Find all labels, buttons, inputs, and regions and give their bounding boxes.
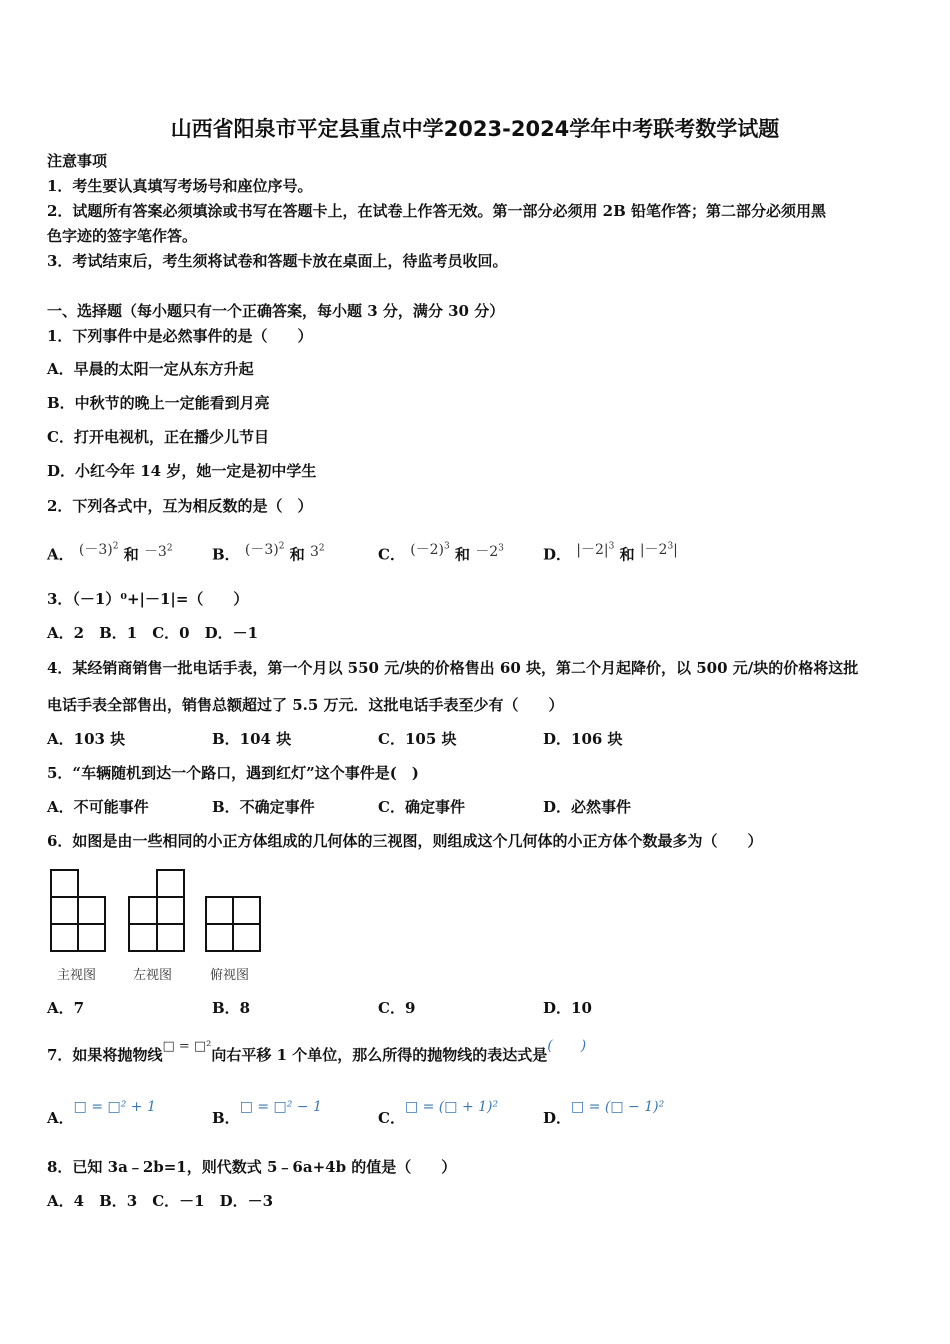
question-1-option: C．打开电视机，正在播少儿节目: [47, 428, 269, 446]
question-4-stem-line2: 电话手表全部售出，销售总额超过了 5.5 万元．这批电话手表至少有（ ）: [47, 696, 564, 714]
section-heading: 一、选择题（每小题只有一个正确答案，每小题 3 分，满分 30 分）: [47, 302, 505, 320]
question-6-stem: 6．如图是由一些相同的小正方体组成的几何体的三视图，则组成这个几何体的小正方体个数最多为（ ）: [47, 832, 763, 850]
question-6-option: D．10: [543, 999, 592, 1017]
question-1-option: B．中秋节的晚上一定能看到月亮: [47, 394, 270, 412]
question-2-option-d: D． $|-2|^3$ 和 $|-2^3|$: [543, 541, 678, 564]
question-7-option-a: A．□ = □² + 1: [47, 1099, 156, 1127]
question-2-stem: 2．下列各式中，互为相反数的是（ ）: [47, 497, 313, 515]
question-3-options: A．2 B．1 C．0 D．－1: [47, 624, 259, 642]
question-4-option: C．105 块: [378, 730, 457, 748]
answer-paren: ( ): [547, 1038, 587, 1054]
question-7-option-c: C．□ = (□ + 1)²: [378, 1099, 499, 1127]
question-6-option: A．7: [47, 999, 85, 1017]
view-label: 俯视图: [210, 968, 250, 983]
notice-item: 2．试题所有答案必须填涂或书写在答题卡上，在试卷上作答无效。第一部分必须用 2B 铅笔作答；第二部分必须用黑: [47, 202, 827, 220]
option-label: A．: [47, 545, 74, 564]
view-label: 左视图: [133, 968, 173, 983]
question-5-option: A．不可能事件: [47, 798, 149, 816]
notice-item: 1．考生要认真填写考场号和座位序号。: [47, 177, 313, 195]
option-label: C．: [378, 545, 405, 564]
question-7-stem: 7．如果将抛物线□ = □²向右平移 1 个单位，那么所得的抛物线的表达式是( ): [47, 1038, 587, 1064]
option-label: B．: [212, 545, 240, 564]
three-views-figure: [44, 866, 266, 986]
notice-heading: 注意事项: [47, 152, 108, 170]
question-2-option-a: A． $(-3)^2$ 和 $-3^2$: [47, 541, 173, 564]
view-label: 主视图: [57, 968, 97, 983]
question-7-option-b: B．□ = □² − 1: [212, 1099, 322, 1127]
question-1-stem: 1．下列事件中是必然事件的是（ ）: [47, 327, 313, 345]
question-8-stem: 8．已知 3a﹣2b=1，则代数式 5﹣6a+4b 的值是（ ）: [47, 1158, 457, 1176]
question-1-option: D．小红今年 14 岁，她一定是初中学生: [47, 462, 317, 480]
question-3-stem: 3．（－1）⁰+|－1|=（ ）: [47, 590, 249, 608]
parabola-formula: □ = □²: [162, 1039, 212, 1054]
option-label: D．: [543, 545, 572, 564]
question-2-option-b: B． $(-3)^2$ 和 $3^2$: [212, 541, 325, 564]
question-5-stem: 5．“车辆随机到达一个路口，遇到红灯”这个事件是( ): [47, 764, 419, 782]
question-7-option-d: D．□ = (□ − 1)²: [543, 1099, 665, 1127]
notice-item: 3．考试结束后，考生须将试卷和答题卡放在桌面上，待监考员收回。: [47, 252, 508, 270]
notice-item: 色字迹的签字笔作答。: [47, 227, 198, 245]
question-5-option: C．确定事件: [378, 798, 465, 816]
question-8-options: A．4 B．3 C．－1 D．－3: [47, 1192, 274, 1210]
question-4-stem-line1: 4．某经销商销售一批电话手表，第一个月以 550 元/块的价格售出 60 块，第二个月起降价，以 500 元/块的价格将这批: [47, 659, 859, 677]
question-4-option: D．106 块: [543, 730, 623, 748]
question-4-option: B．104 块: [212, 730, 292, 748]
question-4-option: A．103 块: [47, 730, 126, 748]
page-title: 山西省阳泉市平定县重点中学2023-2024学年中考联考数学试题: [170, 117, 780, 141]
question-2-option-c: C． $(-2)^3$ 和 $-2^3$: [378, 541, 504, 564]
question-5-option: D．必然事件: [543, 798, 632, 816]
question-1-option: A．早晨的太阳一定从东方升起: [47, 360, 254, 378]
question-6-option: B．8: [212, 999, 251, 1017]
question-6-option: C．9: [378, 999, 416, 1017]
question-5-option: B．不确定事件: [212, 798, 315, 816]
